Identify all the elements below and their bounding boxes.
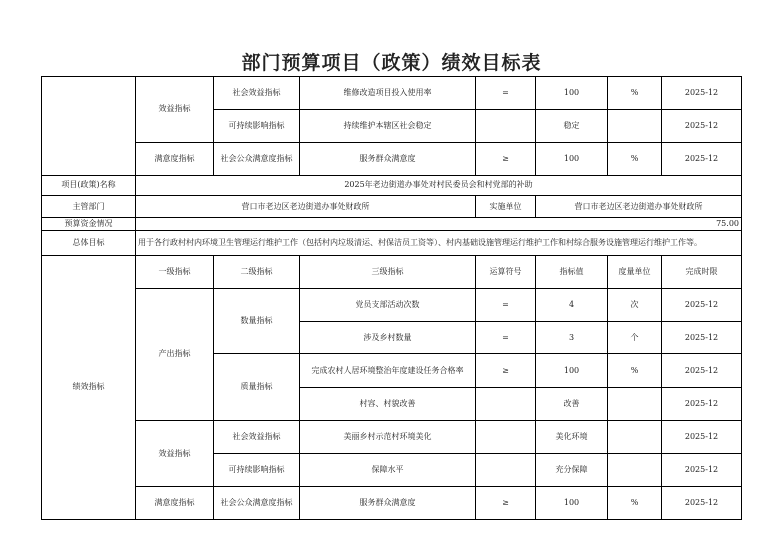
header-level3: 三级指标 bbox=[300, 255, 476, 288]
budget-funds-value: 75.00 bbox=[136, 217, 742, 230]
value-cell: 稳定 bbox=[536, 109, 608, 142]
value-cell: 100 bbox=[536, 142, 608, 175]
level2-cell: 可持续影响指标 bbox=[214, 109, 300, 142]
performance-target-table bbox=[41, 76, 742, 520]
performance-indicator-label: 绩效指标 bbox=[42, 255, 136, 519]
value-cell: 3 bbox=[536, 321, 608, 354]
operator-cell: = bbox=[476, 321, 536, 354]
operator-cell bbox=[476, 421, 536, 454]
table-row bbox=[42, 142, 742, 175]
level2-cell: 社会公众满意度指标 bbox=[214, 487, 300, 520]
output-indicator-label: 产出指标 bbox=[136, 288, 214, 421]
operator-cell: ≥ bbox=[476, 487, 536, 520]
table-row bbox=[42, 196, 742, 218]
header-operator: 运算符号 bbox=[476, 255, 536, 288]
time-cell: 2025-12 bbox=[662, 487, 742, 520]
budget-funds-label: 预算资金情况 bbox=[42, 217, 136, 230]
header-level1: 一级指标 bbox=[136, 255, 214, 288]
unit-cell bbox=[608, 454, 662, 487]
project-name-label: 项目(政策)名称 bbox=[42, 175, 136, 196]
quantity-indicator-label: 数量指标 bbox=[214, 288, 300, 354]
table-row bbox=[42, 217, 742, 230]
value-cell: 改善 bbox=[536, 388, 608, 421]
level2-cell: 社会公众满意度指标 bbox=[214, 142, 300, 175]
satisfaction-indicator-label: 满意度指标 bbox=[136, 487, 214, 520]
quality-indicator-label: 质量指标 bbox=[214, 354, 300, 421]
unit-cell: % bbox=[608, 77, 662, 110]
operator-cell: = bbox=[476, 77, 536, 110]
table-row bbox=[42, 175, 742, 196]
unit-cell: % bbox=[608, 142, 662, 175]
blank-cell bbox=[42, 77, 136, 176]
level3-cell: 党员支部活动次数 bbox=[300, 288, 476, 321]
table-row bbox=[42, 231, 742, 256]
time-cell: 2025-12 bbox=[662, 388, 742, 421]
level3-cell: 完成农村人居环境整治年度建设任务合格率 bbox=[300, 354, 476, 388]
operator-cell bbox=[476, 388, 536, 421]
unit-cell: 个 bbox=[608, 321, 662, 354]
implementing-unit-value: 营口市老边区老边街道办事处财政所 bbox=[536, 196, 742, 218]
level3-cell: 保障水平 bbox=[300, 454, 476, 487]
table-row bbox=[42, 77, 742, 110]
unit-cell: % bbox=[608, 354, 662, 388]
time-cell: 2025-12 bbox=[662, 454, 742, 487]
unit-cell: % bbox=[608, 487, 662, 520]
table-row bbox=[42, 421, 742, 454]
level3-cell: 美丽乡村示范村环境美化 bbox=[300, 421, 476, 454]
header-time: 完成时限 bbox=[662, 255, 742, 288]
operator-cell: = bbox=[476, 288, 536, 321]
value-cell: 100 bbox=[536, 77, 608, 110]
unit-cell: 次 bbox=[608, 288, 662, 321]
level3-cell: 服务群众满意度 bbox=[300, 142, 476, 175]
level3-cell: 服务群众满意度 bbox=[300, 487, 476, 520]
satisfaction-indicator-label: 满意度指标 bbox=[136, 142, 214, 175]
level3-cell: 村容、村貌改善 bbox=[300, 388, 476, 421]
time-cell: 2025-12 bbox=[662, 142, 742, 175]
overall-goal-value: 用于各行政村村内环境卫生管理运行维护工作（包括村内垃圾清运、村保洁员工资等）、村内基础设施管理运行维护工作和村综合服务设施管理运行维护工作等。 bbox=[136, 231, 742, 256]
level2-cell: 可持续影响指标 bbox=[214, 454, 300, 487]
table-row bbox=[42, 255, 742, 288]
unit-cell bbox=[608, 421, 662, 454]
level3-cell: 涉及乡村数量 bbox=[300, 321, 476, 354]
operator-cell: ≥ bbox=[476, 354, 536, 388]
header-unit: 度量单位 bbox=[608, 255, 662, 288]
value-cell: 4 bbox=[536, 288, 608, 321]
operator-cell: ≥ bbox=[476, 142, 536, 175]
value-cell: 100 bbox=[536, 487, 608, 520]
overall-goal-label: 总体目标 bbox=[42, 231, 136, 256]
time-cell: 2025-12 bbox=[662, 77, 742, 110]
header-level2: 二级指标 bbox=[214, 255, 300, 288]
implementing-unit-label: 实施单位 bbox=[476, 196, 536, 218]
table-row bbox=[42, 288, 742, 321]
unit-cell bbox=[608, 388, 662, 421]
level2-cell: 社会效益指标 bbox=[214, 421, 300, 454]
time-cell: 2025-12 bbox=[662, 109, 742, 142]
time-cell: 2025-12 bbox=[662, 421, 742, 454]
level3-cell: 持续维护本辖区社会稳定 bbox=[300, 109, 476, 142]
table-row bbox=[42, 487, 742, 520]
value-cell: 充分保障 bbox=[536, 454, 608, 487]
operator-cell bbox=[476, 454, 536, 487]
unit-cell bbox=[608, 109, 662, 142]
time-cell: 2025-12 bbox=[662, 354, 742, 388]
page-title: 部门预算项目（政策）绩效目标表 bbox=[241, 52, 542, 74]
value-cell: 美化环境 bbox=[536, 421, 608, 454]
time-cell: 2025-12 bbox=[662, 321, 742, 354]
project-name-value: 2025年老边街道办事处对村民委员会和村党部的补助 bbox=[136, 175, 742, 196]
benefit-indicator-label: 效益指标 bbox=[136, 421, 214, 487]
time-cell: 2025-12 bbox=[662, 288, 742, 321]
department-value: 营口市老边区老边街道办事处财政所 bbox=[136, 196, 476, 218]
benefit-indicator-label: 效益指标 bbox=[136, 77, 214, 143]
department-label: 主管部门 bbox=[42, 196, 136, 218]
operator-cell bbox=[476, 109, 536, 142]
level3-cell: 维修改造项目投入使用率 bbox=[300, 77, 476, 110]
level2-cell: 社会效益指标 bbox=[214, 77, 300, 110]
header-value: 指标值 bbox=[536, 255, 608, 288]
value-cell: 100 bbox=[536, 354, 608, 388]
